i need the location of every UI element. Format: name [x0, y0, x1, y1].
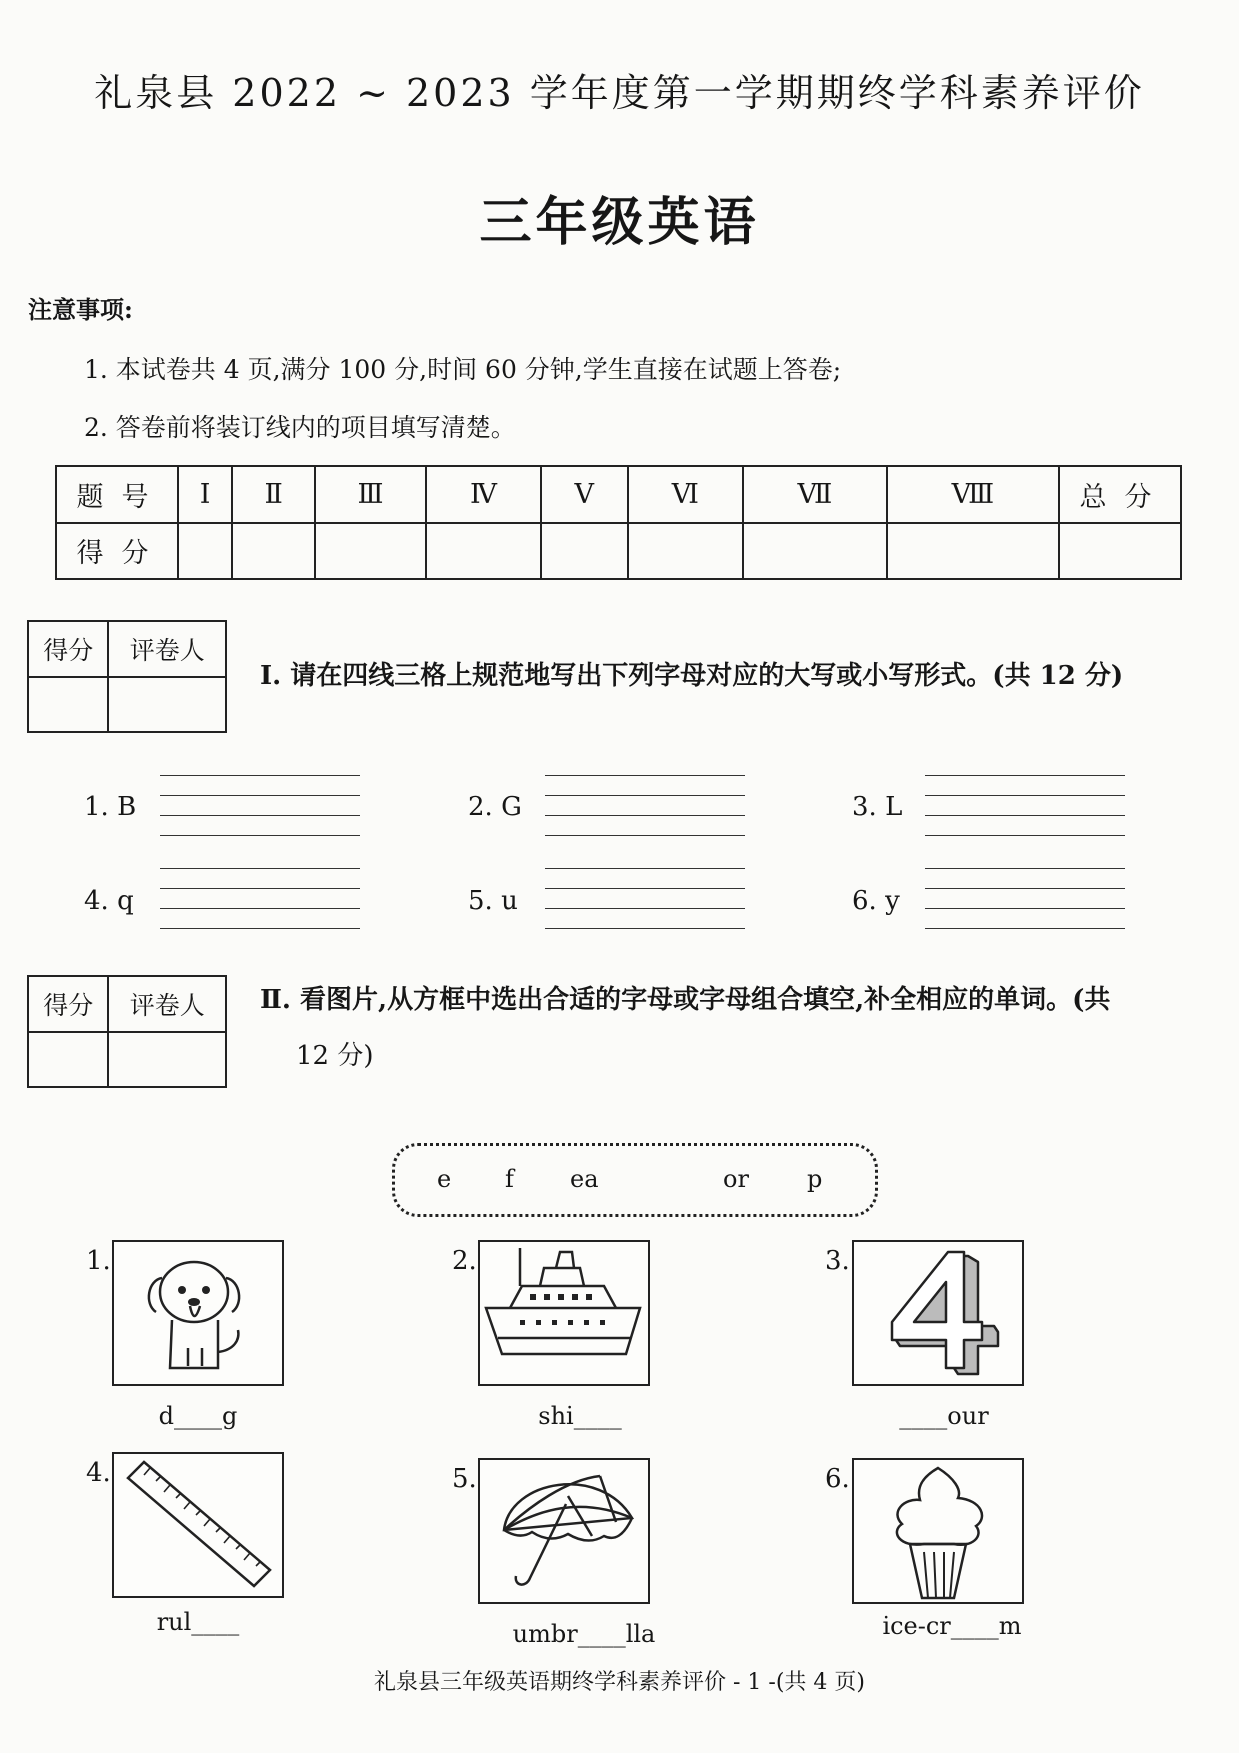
score-cell[interactable] [426, 523, 541, 580]
word-blank[interactable]: shi____ [538, 1402, 622, 1430]
notice-heading: 注意事项: [28, 295, 133, 324]
letter-item: 6. y [852, 886, 900, 916]
letter-item: 5. u [468, 886, 518, 916]
word-blank[interactable]: umbr____lla [512, 1620, 656, 1648]
letter-option: p [807, 1165, 823, 1193]
score-table-col: Ⅰ [178, 466, 232, 523]
score-table-col: Ⅶ [743, 466, 887, 523]
score-table [55, 465, 1182, 580]
score-cell[interactable] [178, 523, 232, 580]
letter-options-box [392, 1143, 878, 1217]
score-table-col: Ⅵ [628, 466, 743, 523]
letter-option: ea [570, 1165, 599, 1193]
letter-option: e [437, 1165, 452, 1193]
score-cell[interactable] [743, 523, 887, 580]
word-blank[interactable]: ____our [899, 1402, 989, 1430]
picture-number: 1. [86, 1246, 111, 1276]
grader-score-cell[interactable] [28, 677, 108, 732]
word-blank[interactable]: ice-cr____m [882, 1612, 1022, 1640]
notice-item: 2. 答卷前将装订线内的项目填写清楚。 [84, 413, 516, 442]
page-footer: 礼泉县三年级英语期终学科素养评价 - 1 -(共 4 页) [374, 1670, 865, 1695]
grader-box-section1 [27, 620, 227, 733]
score-table-col: Ⅲ [315, 466, 426, 523]
word-blank[interactable]: rul____ [156, 1608, 240, 1636]
letter-option: or [723, 1165, 749, 1193]
grader-name-label: 评卷人 [108, 621, 226, 677]
score-table-score-label: 得分 [56, 523, 178, 580]
ship-icon [478, 1240, 650, 1386]
score-cell[interactable] [315, 523, 426, 580]
score-cell[interactable] [232, 523, 315, 580]
score-cell[interactable] [1059, 523, 1181, 580]
picture-number: 4. [86, 1458, 111, 1488]
picture-number: 6. [825, 1464, 850, 1494]
number-four-icon [852, 1240, 1024, 1386]
exam-title: 礼泉县 2022 ~ 2023 学年度第一学期期终学科素养评价 [94, 71, 1145, 115]
four-line-grid[interactable] [545, 775, 745, 839]
section2-instruction-cont: 12 分) [296, 1041, 374, 1071]
grader-name-cell[interactable] [108, 677, 226, 732]
letter-option: f [505, 1165, 514, 1193]
score-cell[interactable] [541, 523, 628, 580]
score-table-col: Ⅷ [887, 466, 1059, 523]
score-cell[interactable] [887, 523, 1059, 580]
section1-instruction: Ⅰ. 请在四线三格上规范地写出下列字母对应的大写或小写形式。(共 12 分) [260, 661, 1124, 691]
grader-score-label: 得分 [28, 976, 108, 1032]
ruler-icon [112, 1452, 284, 1598]
letter-item: 2. G [468, 792, 522, 822]
score-table-col: Ⅴ [541, 466, 628, 523]
dog-icon [112, 1240, 284, 1386]
four-line-grid[interactable] [545, 868, 745, 932]
four-line-grid[interactable] [925, 775, 1125, 839]
picture-number: 2. [452, 1246, 477, 1276]
four-line-grid[interactable] [160, 775, 360, 839]
umbrella-icon [478, 1458, 650, 1604]
score-table-total: 总分 [1059, 466, 1181, 523]
ice-cream-icon [852, 1458, 1024, 1604]
section2-instruction: Ⅱ. 看图片,从方框中选出合适的字母或字母组合填空,补全相应的单词。(共 [260, 985, 1111, 1015]
letter-item: 3. L [852, 792, 903, 822]
four-line-grid[interactable] [160, 868, 360, 932]
notice-item: 1. 本试卷共 4 页,满分 100 分,时间 60 分钟,学生直接在试题上答卷; [84, 355, 842, 384]
score-table-col: Ⅱ [232, 466, 315, 523]
page-title: 三年级英语 [479, 192, 760, 253]
picture-number: 5. [452, 1464, 477, 1494]
score-table-header-label: 题号 [56, 466, 178, 523]
score-cell[interactable] [628, 523, 743, 580]
grader-box-section2 [27, 975, 227, 1088]
grader-name-cell[interactable] [108, 1032, 226, 1087]
grader-name-label: 评卷人 [108, 976, 226, 1032]
word-blank[interactable]: d____g [158, 1402, 238, 1430]
letter-item: 4. q [84, 886, 134, 916]
picture-number: 3. [825, 1246, 850, 1276]
score-table-col: Ⅳ [426, 466, 541, 523]
four-line-grid[interactable] [925, 868, 1125, 932]
grader-score-cell[interactable] [28, 1032, 108, 1087]
grader-score-label: 得分 [28, 621, 108, 677]
letter-item: 1. B [84, 792, 137, 822]
